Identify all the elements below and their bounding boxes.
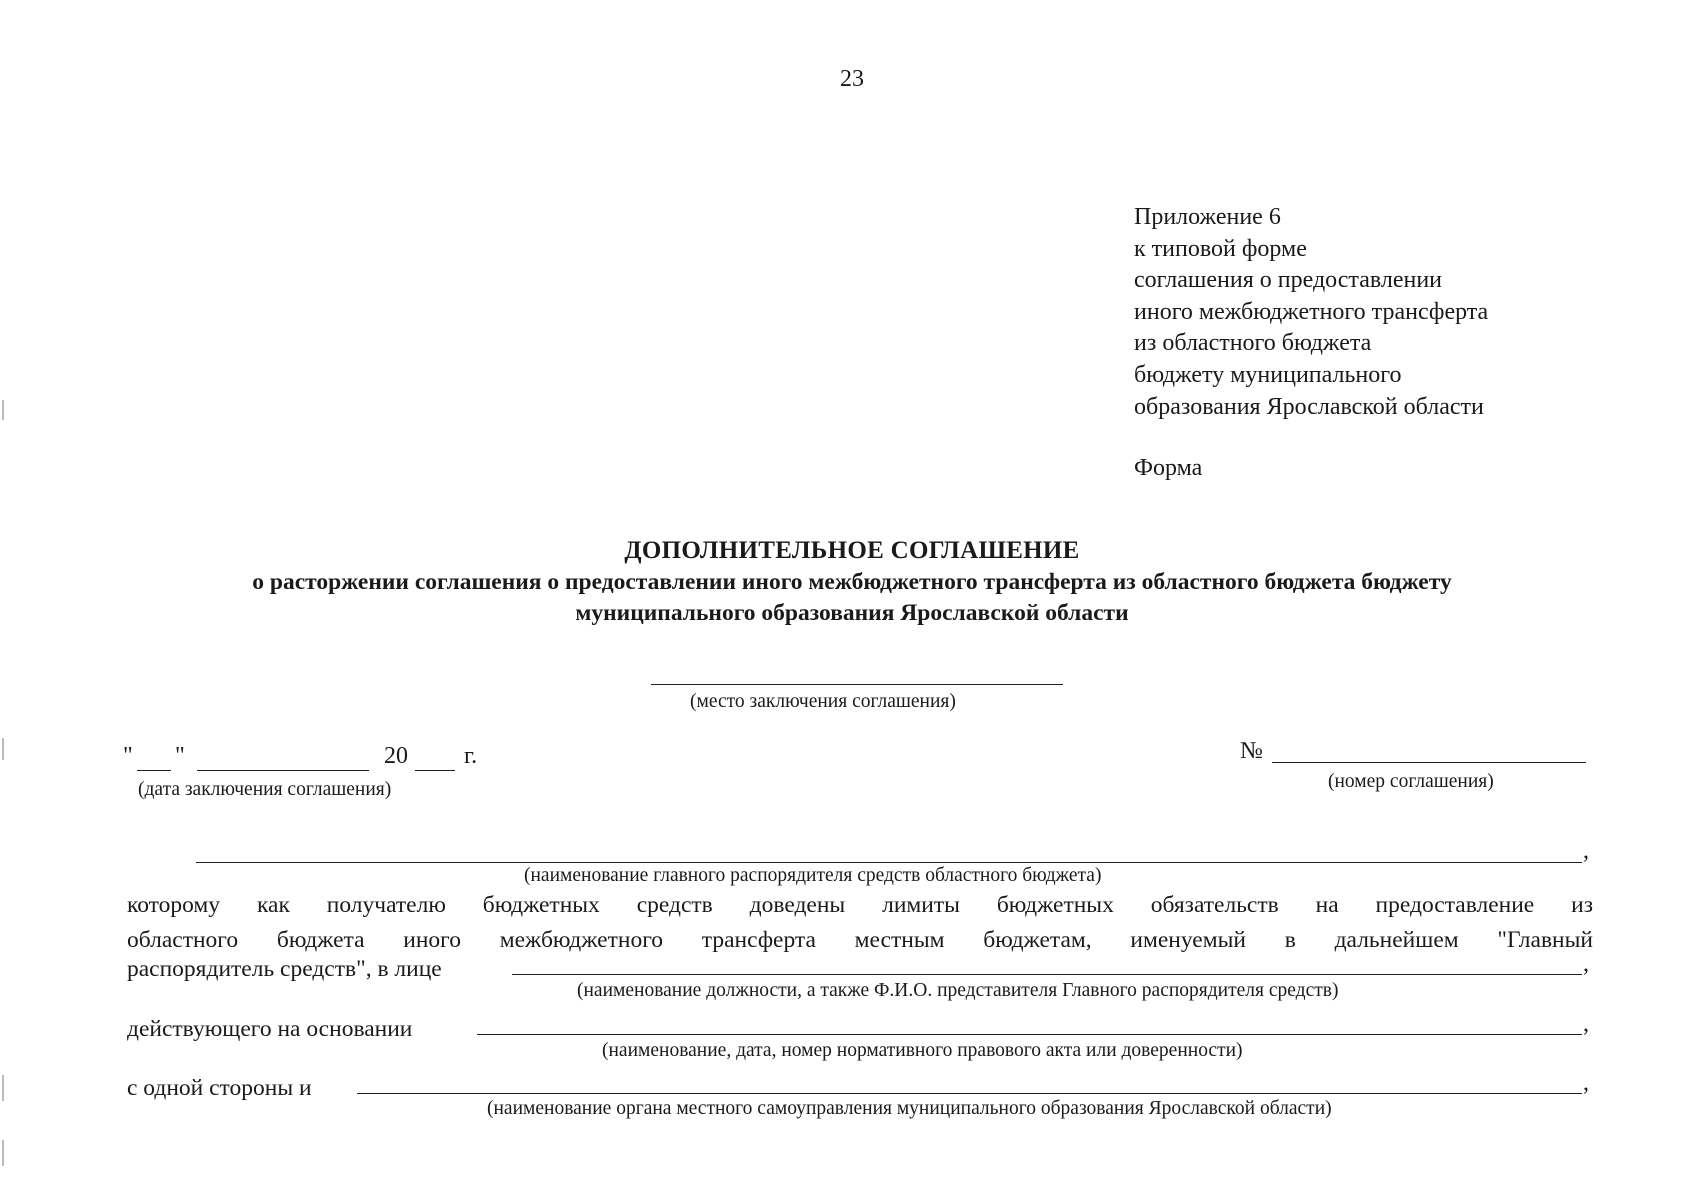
scan-edge-mark: [2, 400, 4, 420]
basis-comma: ,: [1583, 1011, 1589, 1037]
appendix-block: [1134, 202, 1488, 423]
date-quote-close: ": [175, 743, 185, 769]
appendix-line: иного межбюджетного трансферта: [1134, 298, 1489, 325]
page-number: 23: [840, 66, 864, 92]
representative-field-line[interactable]: [512, 974, 1582, 975]
date-year-field[interactable]: [415, 770, 455, 771]
form-label: Форма: [1134, 455, 1203, 481]
place-field-line[interactable]: [651, 684, 1063, 685]
appendix-line: бюджету муниципального: [1134, 361, 1402, 388]
one-side-label: с одной стороны и: [127, 1075, 312, 1101]
basis-field-line[interactable]: [477, 1034, 1582, 1035]
date-year-suffix: г.: [464, 743, 478, 769]
place-caption: (место заключения соглашения): [690, 691, 956, 712]
one-side-field-line[interactable]: [357, 1093, 1582, 1094]
date-quote-open: ": [123, 743, 133, 769]
appendix-line: Приложение 6: [1134, 204, 1281, 230]
appendix-line: к типовой форме: [1134, 235, 1307, 262]
date-year-prefix: 20: [384, 743, 408, 769]
appendix-line: соглашения о предоставлении: [1134, 267, 1443, 294]
document-title: ДОПОЛНИТЕЛЬНОЕ СОГЛАШЕНИЕ: [624, 537, 1080, 564]
number-field-line[interactable]: [1272, 762, 1586, 763]
representative-comma: ,: [1583, 951, 1589, 977]
main-manager-comma: ,: [1583, 838, 1589, 864]
date-month-field[interactable]: [197, 770, 369, 771]
paragraph-line: областного бюджета иного межбюджетного трансферта местным бюджетам, именуемый в дальнейшем "Главный: [127, 927, 1593, 953]
number-sign: №: [1240, 738, 1263, 764]
scan-edge-mark: [2, 1075, 4, 1101]
intro-paragraph: [127, 888, 1593, 958]
date-day-field[interactable]: [137, 770, 171, 771]
basis-label: действующего на основании: [127, 1016, 413, 1042]
representative-caption: (наименование должности, а также Ф.И.О. представителя Главного распорядителя средств): [577, 980, 1339, 1001]
one-side-comma: ,: [1583, 1070, 1589, 1096]
document-subtitle-line1: о расторжении соглашения о предоставлении иного межбюджетного трансферта из областного бюджета бюджету: [252, 569, 1452, 595]
basis-caption: (наименование, дата, номер нормативного правового акта или доверенности): [602, 1040, 1243, 1061]
appendix-line: из областного бюджета: [1134, 330, 1372, 357]
one-side-caption: (наименование органа местного самоуправления муниципального образования Ярославской области): [487, 1098, 1332, 1119]
scan-edge-mark: [2, 738, 4, 760]
number-caption: (номер соглашения): [1328, 771, 1494, 792]
main-manager-caption: (наименование главного распорядителя средств областного бюджета): [524, 865, 1102, 886]
scan-edge-mark: [2, 1140, 4, 1166]
main-manager-field-line[interactable]: [196, 862, 1582, 863]
appendix-line: образования Ярославской области: [1134, 393, 1484, 420]
representative-label: распорядитель средств", в лице: [127, 956, 442, 982]
document-subtitle-line2: муниципального образования Ярославской области: [575, 600, 1129, 626]
date-caption: (дата заключения соглашения): [138, 779, 392, 800]
paragraph-line: которому как получателю бюджетных средств доведены лимиты бюджетных обязательств на предоставление из: [127, 892, 1593, 918]
